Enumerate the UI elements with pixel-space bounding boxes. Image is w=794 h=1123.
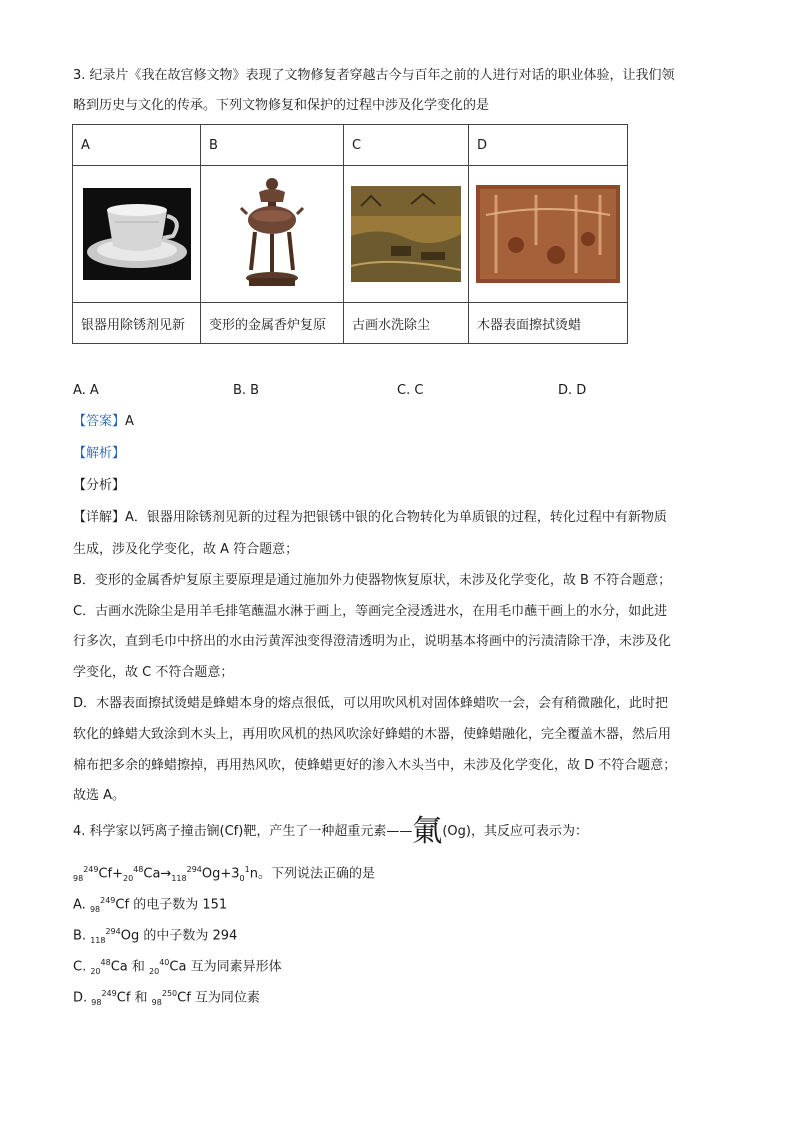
eq-z4: 0 <box>239 873 245 883</box>
detail-line-8: 软化的蜂蜡大致涂到木头上，再用吹风机的热风吹涂好蜂蜡的木器，使蜂蜡融化，完全覆盖木器，然后用 <box>73 727 672 742</box>
detail-line-4: C．古画水洗除尘是用羊毛排笔蘸温水淋于画上，等画完全浸透进水，在用毛巾蘸干画上的水分，如此进 <box>73 604 668 619</box>
q4-option-c <box>73 953 282 982</box>
opt-c-mid: 和 <box>127 959 150 975</box>
choice-d: D. D <box>558 383 587 398</box>
q4-option-d <box>73 984 260 1013</box>
opt-c-z2: 20 <box>149 966 160 976</box>
option-image-cell-b <box>201 166 344 303</box>
opt-a-prefix: A. <box>73 897 90 913</box>
detail-line-10: 故选 A。 <box>73 788 126 803</box>
choice-c: C. C <box>397 383 424 398</box>
opt-d-a1: 249 <box>101 989 117 998</box>
q4-equation <box>73 860 375 889</box>
eq-z2: 20 <box>123 873 134 883</box>
detail-line-2: 生成，涉及化学变化，故 A 符合题意； <box>73 542 299 557</box>
eq-a3: 294 <box>186 865 202 874</box>
opt-c-prefix: C. <box>73 959 91 975</box>
answer-line <box>73 412 134 432</box>
opt-a-text: 的电子数为 151 <box>129 897 228 913</box>
ancient-painting-image <box>351 186 461 282</box>
option-image-cell-a <box>73 166 201 303</box>
eq-s4: n。下列说法正确的是 <box>249 866 375 882</box>
q4-option-b <box>73 922 237 951</box>
choice-b: B. B <box>233 383 260 398</box>
eq-z1: 98 <box>73 873 84 883</box>
opt-c-s2: Ca <box>169 959 187 975</box>
option-caption-b: 变形的金属香炉复原 <box>201 303 344 344</box>
eq-z3: 118 <box>171 873 187 883</box>
option-header-b: B <box>201 125 344 166</box>
q3-stem-line2: 略到历史与文化的传承。下列文物修复和保护的过程中涉及化学变化的是 <box>73 98 490 113</box>
detail-line-1 <box>73 508 667 528</box>
opt-d-mid: 和 <box>130 990 152 1006</box>
opt-d-s2: Cf <box>177 990 191 1006</box>
q3-stem-line1: 3. 纪录片《我在故宫修文物》表现了文物修复者穿越古今与百年之前的人进行对话的职业体验，让我们领 <box>73 68 675 83</box>
q4-stem-a: 4. 科学家以钙离子撞击锎(Cf)靶，产生了一种超重元素—— <box>73 824 413 839</box>
detail-label: 【详解】 <box>73 510 126 525</box>
opt-a-a: 249 <box>100 896 116 905</box>
answer-value: A <box>125 414 134 429</box>
analysis-label: 【解析】 <box>73 446 126 461</box>
opt-d-z2: 98 <box>151 997 162 1007</box>
opt-b-text: 的中子数为 294 <box>139 928 238 944</box>
opt-b-z: 118 <box>90 935 106 945</box>
opt-d-a2: 250 <box>161 989 178 998</box>
option-image-cell-c <box>344 166 469 303</box>
detail-line-3: B．变形的金属香炉复原主要原理是通过施加外力使器物恢复原状，未涉及化学变化，故 B 不符合题意； <box>73 573 672 588</box>
option-header-d: D <box>469 125 628 166</box>
option-caption-c: 古画水洗除尘 <box>344 303 469 344</box>
choice-a: A. A <box>73 383 99 398</box>
opt-c-a2: 40 <box>159 958 170 967</box>
eq-a4: 1 <box>244 865 250 874</box>
q4-stem <box>73 814 588 849</box>
opt-a-z: 98 <box>89 904 101 914</box>
opt-b-symbol: Og <box>120 928 140 944</box>
option-header-a: A <box>73 125 201 166</box>
q3-options-table <box>72 124 628 344</box>
silver-cup-image <box>83 188 191 280</box>
opt-c-s1: Ca <box>110 959 128 975</box>
option-caption-d: 木器表面擦拭烫蜡 <box>469 303 628 344</box>
opt-d-prefix: D. <box>73 990 92 1006</box>
opt-c-z1: 20 <box>90 966 101 976</box>
eq-a1: 249 <box>83 865 99 874</box>
opt-c-text: 互为同素异形体 <box>186 959 282 975</box>
answer-label: 【答案】 <box>73 414 126 429</box>
opt-a-symbol: Cf <box>115 897 130 913</box>
option-header-c: C <box>344 125 469 166</box>
og-element-char: 氭 <box>412 814 443 849</box>
detail-line-9: 棉布把多余的蜂蜡擦掉，再用热风吹，使蜂蜡更好的渗入木头当中，未涉及化学变化，故 D 不符合题意； <box>73 758 677 773</box>
wood-carving-image <box>476 185 620 283</box>
option-caption-a: 银器用除锈剂见新 <box>73 303 201 344</box>
opt-d-z1: 98 <box>91 997 102 1007</box>
detail-line-5: 行多次，直到毛巾中挤出的水由污黄浑浊变得澄清透明为止，说明基本将画中的污渍清除干净，未涉及化 <box>73 634 672 649</box>
fenxi-label: 【分析】 <box>73 478 126 493</box>
opt-c-a1: 48 <box>100 958 111 967</box>
detail-text: A．银器用除锈剂见新的过程为把银锈中银的化合物转化为单质银的过程，转化过程中有新物质 <box>125 510 667 525</box>
eq-s3: Og+3 <box>201 866 240 882</box>
eq-s2: Ca→ <box>143 866 172 882</box>
opt-d-s1: Cf <box>116 990 131 1006</box>
eq-a2: 48 <box>133 865 144 874</box>
option-image-cell-d <box>469 166 628 303</box>
q4-stem-b: (Og)，其反应可表示为： <box>442 824 588 839</box>
opt-d-text: 互为同位素 <box>190 990 260 1006</box>
q4-option-a <box>73 891 227 920</box>
opt-b-a: 294 <box>105 927 121 936</box>
opt-b-prefix: B. <box>73 928 91 944</box>
eq-s1: Cf+ <box>98 866 124 882</box>
incense-burner-image <box>237 174 307 294</box>
detail-line-7: D．木器表面擦拭烫蜡是蜂蜡本身的熔点很低，可以用吹风机对固体蜂蜡吹一会，会有稍微融化，此时把 <box>73 696 669 711</box>
detail-line-6: 学变化，故 C 不符合题意； <box>73 665 234 680</box>
